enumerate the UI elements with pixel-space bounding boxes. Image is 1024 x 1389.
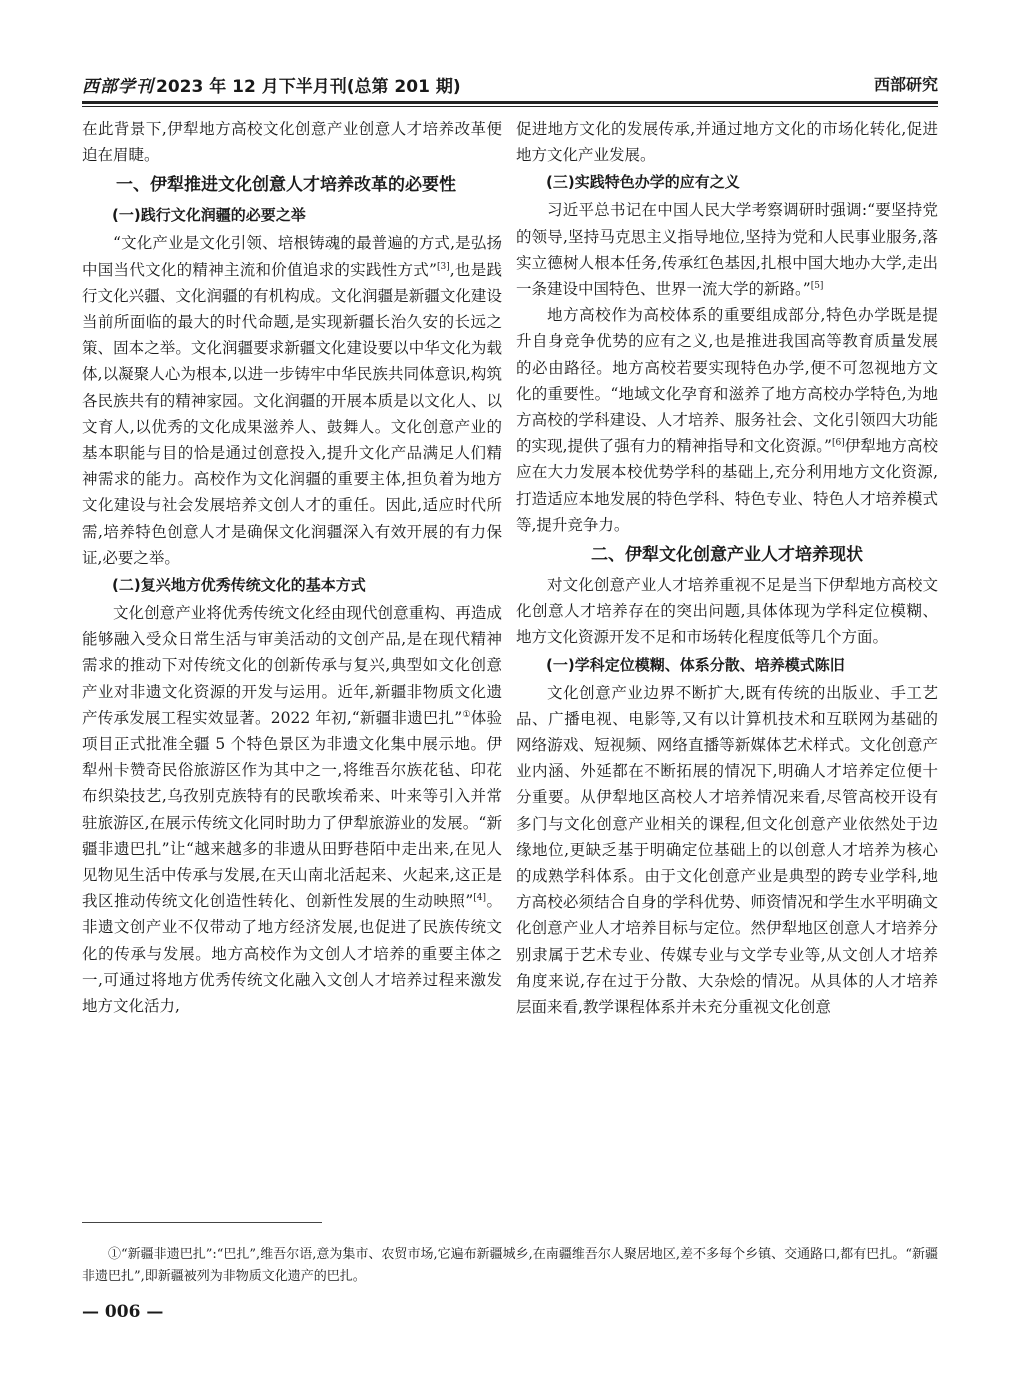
citation-5: [5]	[810, 280, 824, 291]
section-heading-2: 二、伊犁文化创意产业人才培养现状	[591, 545, 863, 566]
citation-4: [4]	[473, 893, 487, 904]
header-rule-thin	[82, 106, 938, 107]
paragraph-discipline: 文化创意产业边界不断扩大,既有传统的出版业、手工艺品、广播电视、电影等,又有以计算机技术和互联网为基础的网络游戏、短视频、网络直播等新媒体艺术样式。文化创意产业内涵、外延都在不断拓展的情况下,明确人才培养定位便十分重要。从伊犁地区高校人才培养情况来看,尽管高校开设有多门与文化创意产业相关的课程,但文化创意产业依然处于边缘地位,更缺乏基于明确定位基础上的以创意人才培养为核心的成熟学科体系。由于文化创意产业是典型的跨专业学科,地方高校必须结合自身的学科优势、师资情况和学生水平明确文化创意产业人才培养目标与定位。然伊犁地区创意人才培养分别隶属于艺术专业、传媒专业与文学专业等,从文创人才培养角度来说,存在过于分散、大杂烩的情况。从具体的人才培养层面来看,教学课程体系并未充分重视文化创意	[516, 683, 938, 1017]
running-header	[82, 66, 938, 100]
text-run: 。非遗文创产业不仅带动了地方经济发展,也促进了民族传统文化的传承与发展。地方高校作为文创人才培养的重要主体之一,可通过将地方优秀传统文化融入文创人才培养过程来激发地方文化活力,	[82, 892, 502, 1016]
right-column	[516, 116, 938, 1020]
paragraph-xi-quote	[516, 197, 938, 302]
section-label: 西部研究	[873, 75, 938, 94]
text-run: ,也是践行文化兴疆、文化润疆的有机构成。文化润疆是新疆文化建设当前所面临的最大的时代命题,是实现新疆长治久安的长远之策、固本之举。文化润疆要求新疆文化建设要以中华文化为载体,以凝聚人心为根本,以进一步铸牢中华民族共同体意识,构筑各民族共有的精神家园。文化润疆的开展本质是以文化人、以文育人,以优秀的文化成果滋养人、鼓舞人。文化创意产业的基本职能与目的恰是通过创意投入,提升文化产品满足人们精神需求的能力。高校作为文化润疆的重要主体,担负着为地方文化建设与社会发展培养文创人才的重任。因此,适应时代所需,培养特色创意人才是确保文化润疆深入有效开展的有力保证,必要之举。	[82, 260, 502, 567]
journal-issue-info	[82, 72, 461, 97]
footnote-rule	[82, 1222, 322, 1223]
citation-6: [6]	[831, 438, 845, 449]
subsection-heading-3: (三)实践特色办学的应有之义	[546, 173, 740, 192]
subsection-heading-2: (二)复兴地方优秀传统文化的基本方式	[112, 576, 366, 595]
text-run: 文化创意产业将优秀传统文化经由现代创意重构、再造成能够融入受众日常生活与审美活动的文创产品,是在现代精神需求的推动下对传统文化的创新传承与复兴,典型如文化创意产业对非遗文化资源的开发与运用。近年,新疆非物质文化遗产传承发展工程实效显著。2022 年初,“新疆非遗巴扎”	[82, 604, 502, 727]
left-column	[82, 116, 502, 1019]
paragraph-local-universities	[516, 302, 938, 538]
header-rule	[82, 101, 938, 104]
footnote: ①“新疆非遗巴扎”:“巴扎”,维吾尔语,意为集市、农贸市场,它遍布新疆城乡,在南疆维吾尔人聚居地区,差不多每个乡镇、交通路口,都有巴扎。“新疆非遗巴扎”,即新疆被列为非物质文化遗产的巴扎。	[82, 1247, 938, 1284]
subsection-heading-1: (一)践行文化润疆的必要之举	[112, 206, 306, 225]
journal-logo: 西部学刊	[82, 77, 154, 97]
text-run: 伊犁地方高校应在大力发展本校优势学科的基础上,充分利用地方文化资源,打造适应本地发展的特色学科、特色专业、特色人才培养模式等,提升竞争力。	[516, 437, 938, 534]
paragraph-continuation: 促进地方文化的发展传承,并通过地方文化的市场化转化,促进地方文化产业发展。	[516, 120, 938, 165]
text-run: 习近平总书记在中国人民大学考察调研时强调:“要坚持党的领导,坚持马克思主义指导地位,坚持为党和人民事业服务,落实立德树人根本任务,传承红色基因,扎根中国大地办大学,走出一条建设中国特色、世界一流大学的新路。”	[516, 201, 938, 299]
citation-3: [3]	[436, 261, 450, 272]
paragraph-status: 对文化创意产业人才培养重视不足是当下伊犁地方高校文化创意人才培养存在的突出问题,具体体现为学科定位模糊、地方文化资源开发不足和市场转化程度低等几个方面。	[516, 576, 938, 647]
text-run: “文化产业是文化引领、培根铸魂的最普遍的方式,是弘扬中国当代文化的精神主流和价值追求的实践性方式”	[82, 234, 502, 279]
subsection-heading-4: (一)学科定位模糊、体系分散、培养模式陈旧	[546, 655, 845, 674]
paragraph-culture-industry	[82, 230, 502, 571]
issue-label: 2023 年 12 月下半月刊(总第 201 期)	[156, 77, 461, 97]
text-run: 体验项目正式批准全疆 5 个特色景区为非遗文化集中展示地。伊犁州卡赞奇民俗旅游区作为其中之一,将维吾尔族花毡、印花布织染技艺,乌孜别克族特有的民歌埃希来、叶来等引入并常驻旅游区,在展示传统文化同时助力了伊犁旅游业的发展。“新疆非遗巴扎”让“越来越多的非遗从田野巷陌中走出来,在见人见物见生活中传承与发展,在天山南北活起来、火起来,这正是我区推动传统文化创造性转化、创新性发展的生动映照”	[82, 708, 502, 911]
text-run: 地方高校作为高校体系的重要组成部分,特色办学既是提升自身竞争优势的应有之义,也是推进我国高等教育质量发展的必由路径。地方高校若要实现特色办学,便不可忽视地方文化的重要性。“地域文化孕育和滋养了地方高校办学特色,为地方高校的学科建设、人才培养、服务社会、文化引领四大功能的实现,提供了强有力的精神指导和文化资源。”	[516, 306, 938, 456]
footnote-marker: ①	[462, 709, 471, 720]
paragraph-heritage	[82, 600, 502, 1019]
page-number: — 006 —	[82, 1302, 164, 1322]
paragraph-intro: 在此背景下,伊犁地方高校文化创意产业创意人才培养改革便迫在眉睫。	[82, 120, 502, 165]
section-heading-1: 一、伊犁推进文化创意人才培养改革的必要性	[116, 175, 456, 196]
